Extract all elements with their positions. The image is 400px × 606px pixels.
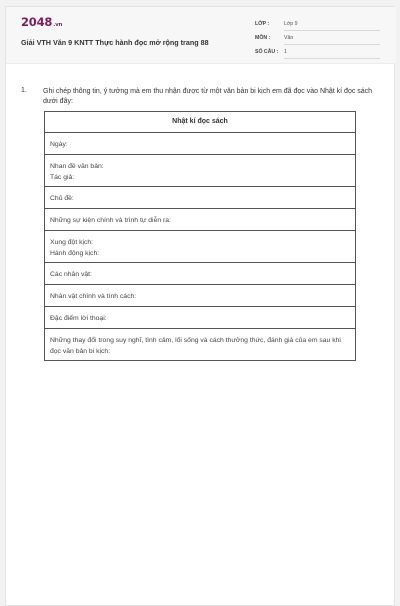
document-header xyxy=(6,7,396,64)
logo-text: 2048 xyxy=(21,15,53,29)
table-row xyxy=(45,306,355,328)
reading-diary-table xyxy=(44,111,356,361)
row-label: Tác giả: xyxy=(50,174,75,181)
row-label: Ngày: xyxy=(50,141,68,148)
meta-class-value: Lớp 9 xyxy=(284,21,380,31)
table-row xyxy=(45,186,355,208)
meta-count-row xyxy=(255,46,385,60)
document-title: Giải VTH Văn 9 KNTT Thực hành đọc mở rộng trang 88 xyxy=(21,38,209,47)
table-row xyxy=(45,154,355,186)
row-label: Những thay đổi trong suy nghĩ, tình cảm, lối sống và cách thưởng thức, đánh giá của em sau khi đọc văn bản bi kịch: xyxy=(50,337,341,355)
table-row xyxy=(45,132,355,154)
table-header: Nhật kí đọc sách xyxy=(172,118,228,125)
row-label: Hành động kịch: xyxy=(50,250,100,257)
table-row xyxy=(45,284,355,306)
document-page xyxy=(5,6,395,606)
meta-count-label: SỐ CÂU : xyxy=(255,49,279,55)
question-number: 1. xyxy=(21,87,27,94)
site-logo[interactable] xyxy=(21,15,62,29)
row-label: Những sự kiện chính và trình tự diễn ra: xyxy=(50,217,171,224)
row-label: Nhân vật chính và tính cách: xyxy=(50,293,137,300)
question-text: Ghi chép thông tin, ý tưởng mà em thu nhận được từ một văn bản bi kịch em đã đọc vào Nhật kí đọc sách dưới đây: xyxy=(43,88,373,105)
meta-subject-row xyxy=(255,32,385,46)
table-row xyxy=(45,208,355,230)
meta-count-value: 1 xyxy=(284,49,380,59)
row-label: Đặc điểm lời thoại: xyxy=(50,315,107,322)
table-row xyxy=(45,230,355,262)
meta-class-row xyxy=(255,18,385,32)
table-row xyxy=(45,262,355,284)
meta-subject-value: Văn xyxy=(284,35,380,45)
row-label: Chủ đề: xyxy=(50,195,74,202)
meta-subject-label: MÔN : xyxy=(255,35,271,41)
row-label: Xung đột kịch: xyxy=(50,239,94,246)
logo-suffix: .vn xyxy=(53,22,63,28)
meta-class-label: LỚP : xyxy=(255,21,270,27)
row-label: Nhan đề văn bản: xyxy=(50,163,104,170)
row-label: Các nhân vật: xyxy=(50,271,92,278)
table-row xyxy=(45,328,355,360)
